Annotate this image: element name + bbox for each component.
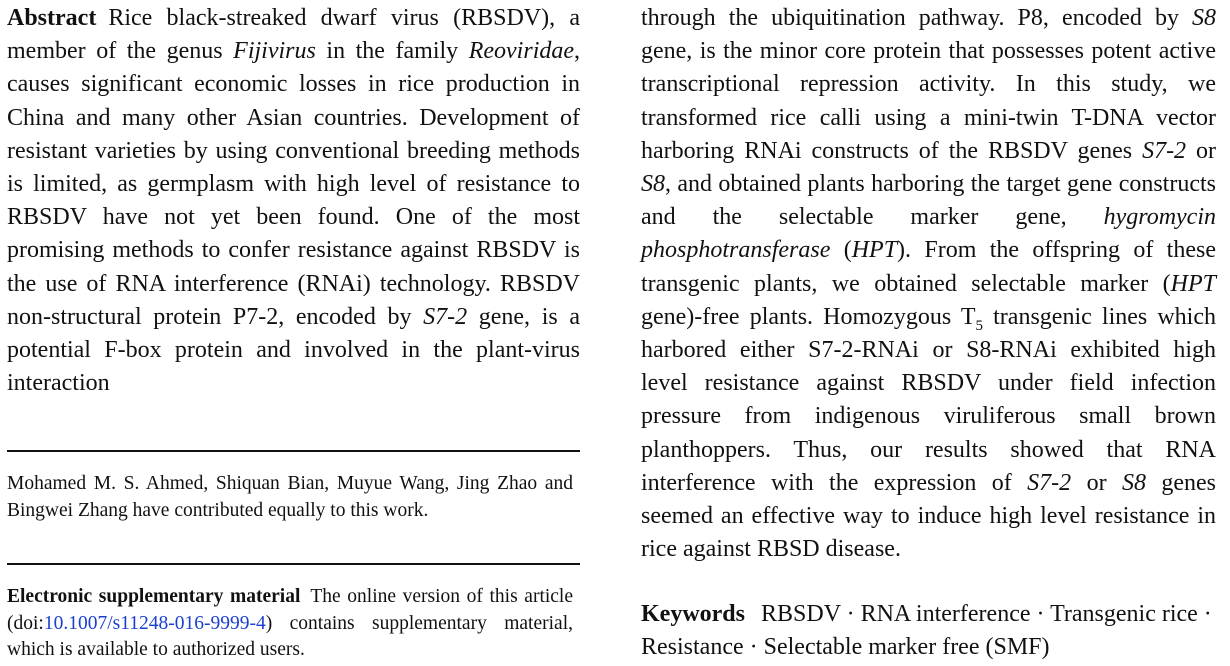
doi-link[interactable]: 10.1007/s11248-016-9999-4: [43, 612, 266, 634]
left-italic-term: S7-2: [423, 303, 468, 330]
abstract-body-part-1: [7, 5, 580, 396]
right-text-run: gene)-free plants. Homozygous T: [641, 303, 976, 330]
footnote-divider-bottom: [7, 563, 580, 565]
right-italic-term: S7-2: [1142, 137, 1187, 164]
right-text-run: (: [830, 237, 852, 264]
supplementary-text-after: ) contains supplementary material, which is available to authorized users.: [7, 612, 573, 660]
right-text-run: , and obtained plants harboring the target gene constructs and the selectable marker gene,: [641, 171, 1216, 231]
right-text-run: ). From the offspring of these transgenic plants, we obtained selectable marker (: [641, 237, 1216, 297]
supplementary-text-before: The online version of this article (doi:: [7, 586, 574, 634]
right-italic-term: HPT: [1170, 270, 1216, 297]
right-text-run: genes seemed an effective way to induce high level resistance in rice against RBSD disease.: [641, 469, 1216, 563]
right-italic-term: hygromycin phosphotransferase: [641, 204, 1216, 264]
right-italic-term: S8: [1121, 469, 1146, 496]
right-text-run: or: [1071, 469, 1122, 496]
left-italic-term: Reoviridae: [468, 38, 575, 65]
abstract-paragraph-part-2: [641, 2, 1216, 566]
left-text-run: gene, is a potential F-box protein and involved in the plant-virus interaction: [7, 303, 580, 397]
right-italic-term: S8: [641, 171, 665, 198]
abstract-right-column: [641, 2, 1216, 566]
right-text-run: through the ubiquitination pathway. P8, encoded by: [641, 5, 1192, 31]
keywords-section: [641, 598, 1216, 664]
right-text-run: transgenic lines which harbored either S7-2-RNAi or S8-RNAi exhibited high level resistance against RBSDV under field infection pressure from indigenous viruliferous small brown planthoppers. Thus, our results showed that RNA interference with the expression of: [641, 303, 1217, 496]
supplementary-material-note: [7, 584, 573, 664]
right-text-run: gene, is the minor core protein that possesses potent active transcriptional repression activity. In this study, we transformed rice calli using a mini-twin T-DNA vector harboring RNAi constructs of the RBSDV genes: [641, 38, 1216, 164]
footnote-divider-top: [7, 450, 580, 452]
left-text-run: Rice black-streaked dwarf virus (RBSDV), a member of the genus: [7, 5, 580, 65]
abstract-label: Abstract: [7, 5, 97, 31]
right-text-run: or: [1186, 137, 1216, 164]
keywords-list: RBSDV · RNA interference · Transgenic rice · Resistance · Selectable marker free (SMF): [641, 601, 1212, 661]
abstract-left-column: [7, 2, 580, 400]
right-italic-term: HPT: [851, 237, 898, 264]
right-italic-term: S7-2: [1027, 469, 1072, 496]
keywords-label: Keywords: [641, 601, 745, 627]
right-subscript: 5: [975, 317, 984, 334]
left-text-run: , causes significant economic losses in rice production in China and many other Asian countries. Development of resistant varieties by using conventional breeding methods is limited, as germplasm with high level of resistance to RBSDV have not yet been found. One of the most promising methods to confer resistance against RBSDV is the use of RNA interference (RNAi) technology. RBSDV non-structural protein P7-2, encoded by: [7, 38, 581, 330]
supplementary-material-label: Electronic supplementary material: [7, 586, 301, 607]
abstract-paragraph-part-1: [7, 2, 580, 400]
left-italic-term: Fijivirus: [233, 38, 316, 65]
equal-contribution-note: Mohamed M. S. Ahmed, Shiquan Bian, Muyue Wang, Jing Zhao and Bingwei Zhang have contributed equally to this work.: [7, 473, 573, 521]
left-text-run: in the family: [315, 38, 469, 65]
right-italic-term: S8: [1192, 5, 1216, 31]
